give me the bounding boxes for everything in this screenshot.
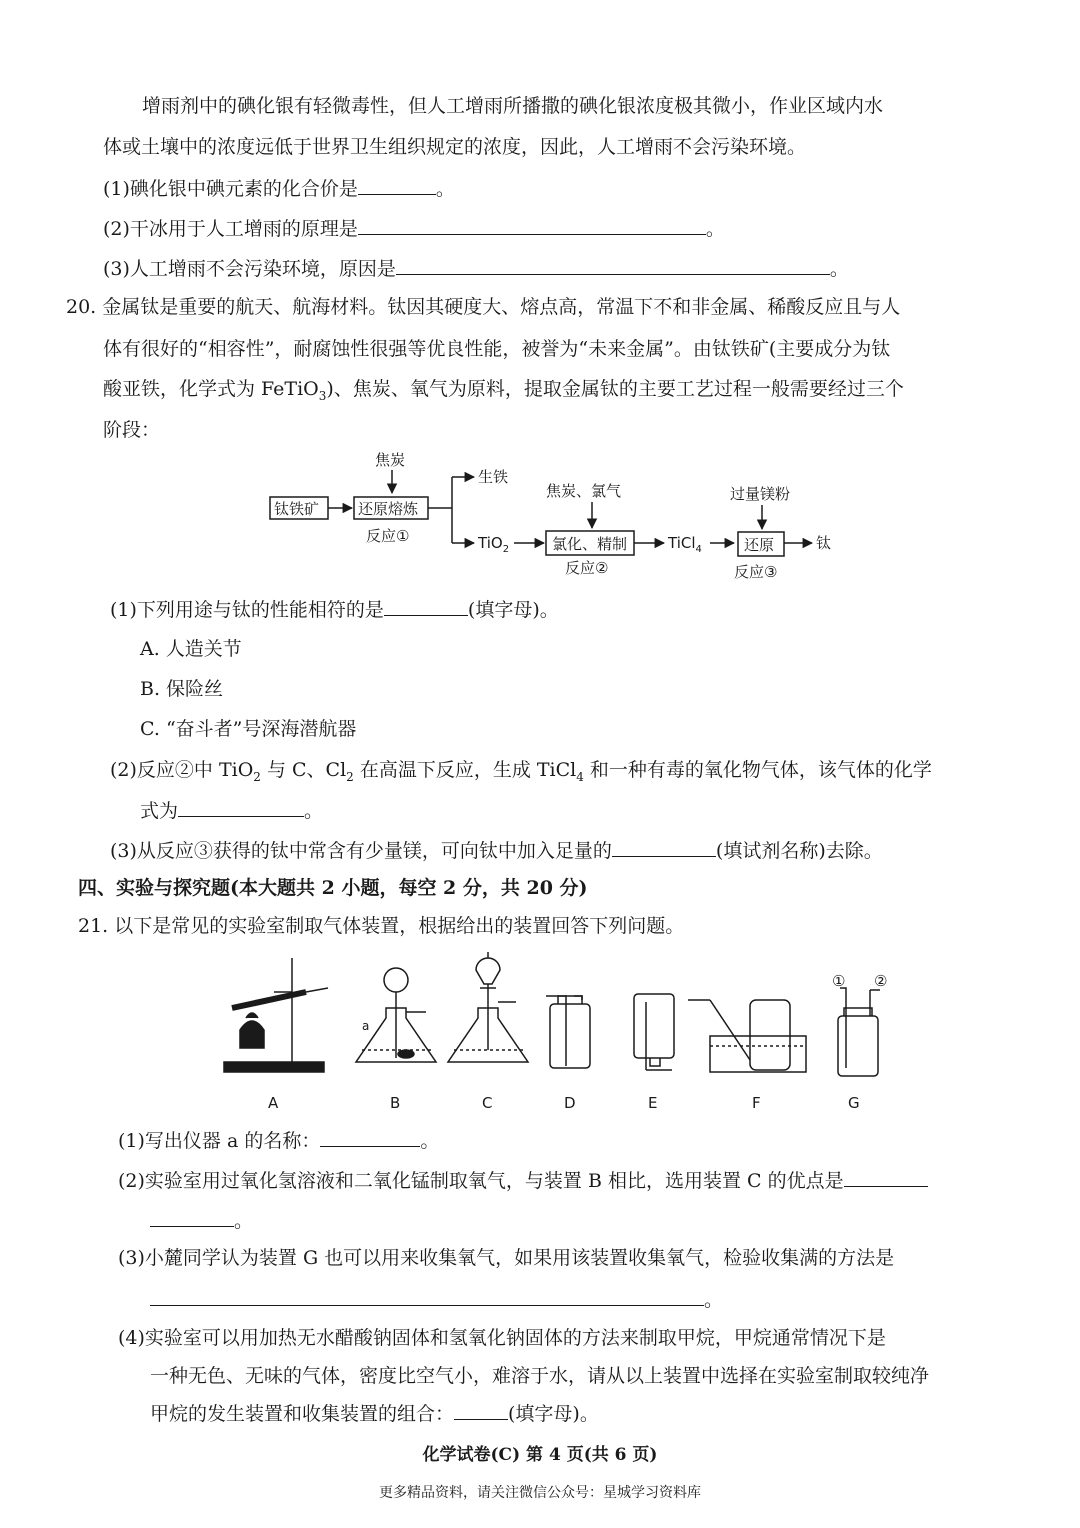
q21-sub3: (3)小麓同学认为装置 G 也可以用来收集氧气，如果用该装置收集氧气，检验收集满的方法是 — [118, 1247, 895, 1269]
q20-option-a: A. 人造关节 — [140, 638, 242, 660]
apparatus-b — [356, 968, 436, 1062]
lab-apparatus-figure — [210, 950, 890, 1120]
q20-option-b: B. 保险丝 — [140, 678, 224, 700]
section-4-heading: 四、实验与探究题(本大题共 2 小题，每空 2 分，共 20 分) — [78, 877, 588, 899]
q21-stem: 21. 以下是常见的实验室制取气体装置，根据给出的装置回答下列问题。 — [78, 915, 685, 937]
answer-blank[interactable] — [358, 216, 706, 235]
apparatus-d — [546, 996, 590, 1068]
q20-sub3: (3)从反应③获得的钛中常含有少量镁，可向钛中加入足量的 (填试剂名称)去除。 — [110, 840, 883, 862]
label-chlorinate: 氯化、精制 — [552, 535, 628, 553]
q20-line-1: 20. 金属钛是重要的航天、航海材料。钛因其硬度大、熔点高，常温下不和非金属、稀酸反应且与人 — [66, 296, 901, 318]
q21-sub3-cont: 。 — [150, 1287, 723, 1312]
label-excess-mg: 过量镁粉 — [730, 485, 791, 503]
apparatus-label-a: A — [268, 1094, 279, 1112]
label-reduce: 还原 — [744, 536, 775, 554]
page-footer: 化学试卷(C) 第 4 页(共 6 页) — [422, 1445, 658, 1465]
answer-blank[interactable] — [150, 1208, 234, 1227]
apparatus-a — [224, 958, 328, 1072]
q19-sub1: (1)碘化银中碘元素的化合价是 。 — [103, 178, 455, 200]
q21-sub4-line1: (4)实验室可以用加热无水醋酸钠固体和氢氧化钠固体的方法来制取甲烷，甲烷通常情况下是 — [118, 1327, 886, 1349]
answer-blank[interactable] — [320, 1128, 420, 1147]
answer-blank[interactable] — [384, 597, 468, 616]
q20-line-3: 酸亚铁，化学式为 FeTiO$_3$)、焦炭、氧气为原料，提取金属钛的主要工艺过程一般需要经过三个 — [103, 378, 904, 403]
apparatus-label-c: C — [482, 1094, 493, 1112]
label-port-1: ① — [832, 972, 846, 990]
apparatus-label-f: F — [752, 1094, 761, 1112]
apparatus-label-g: G — [848, 1094, 860, 1112]
q19-sub2: (2)干冰用于人工增雨的原理是 。 — [103, 218, 725, 240]
intro-line-1: 增雨剂中的碘化银有轻微毒性，但人工增雨所播撒的碘化银浓度极其微小，作业区域内水 — [142, 95, 884, 117]
answer-blank[interactable] — [454, 1401, 508, 1420]
q20-option-c: C. “奋斗者”号深海潜航器 — [140, 718, 357, 740]
answer-blank[interactable] — [844, 1168, 928, 1187]
answer-blank[interactable] — [396, 256, 830, 275]
label-coke: 焦炭 — [375, 451, 406, 469]
label-smelt: 还原熔炼 — [358, 500, 419, 518]
apparatus-f — [688, 1000, 806, 1072]
label-ore: 钛铁矿 — [274, 500, 320, 518]
apparatus-label-e: E — [648, 1094, 658, 1112]
apparatus-c — [448, 952, 528, 1062]
answer-blank[interactable] — [150, 1287, 704, 1306]
label-reaction3: 反应③ — [734, 563, 778, 581]
q20-sub2-line2: 式为 。 — [140, 800, 324, 822]
q20-line-2: 体有很好的“相容性”，耐腐蚀性很强等优良性能，被誉为“未来金属”。由钛铁矿(主要成分为钛 — [103, 338, 891, 360]
q21-sub4-line2: 一种无色、无味的气体，密度比空气小，难溶于水，请从以上装置中选择在实验室制取较纯净 — [150, 1365, 930, 1387]
label-ticl4: TiCl$_4$ — [668, 534, 702, 555]
q20-sub2-line1: (2)反应②中 TiO$_2$ 与 C、$Cl_2$ 在高温下反应，生成 TiCl$_4$ 和一种有毒的氧化物气体，该气体的化学 — [110, 759, 932, 784]
label-tio2: TiO$_2$ — [478, 534, 510, 555]
label-port-2: ② — [874, 972, 888, 990]
label-reaction2: 反应② — [565, 559, 609, 577]
apparatus-g — [838, 988, 880, 1076]
apparatus-label-d: D — [564, 1094, 576, 1112]
promo-text: 更多精品资料，请关注微信公众号：星城学习资料库 — [379, 1485, 701, 1501]
label-ti: 钛 — [816, 534, 832, 552]
q21-sub4-line3: 甲烷的发生装置和收集装置的组合： (填字母)。 — [150, 1403, 599, 1425]
apparatus-label-b: B — [390, 1094, 401, 1112]
answer-blank[interactable] — [612, 838, 716, 857]
q20-sub1: (1)下列用途与钛的性能相符的是 (填字母)。 — [110, 599, 559, 621]
apparatus-e — [634, 994, 674, 1070]
q19-sub3: (3)人工增雨不会污染环境，原因是 。 — [103, 258, 849, 280]
answer-blank[interactable] — [358, 176, 436, 195]
label-coke-chlorine: 焦炭、氯气 — [546, 482, 622, 500]
intro-line-2: 体或土壤中的浓度远低于世界卫生组织规定的浓度，因此，人工增雨不会污染环境。 — [103, 136, 807, 158]
q21-sub2: (2)实验室用过氧化氢溶液和二氧化锰制取氧气，与装置 B 相比，选用装置 C 的优点是 — [118, 1168, 928, 1193]
q20-line-4: 阶段： — [103, 419, 161, 441]
titanium-process-flowchart — [260, 445, 860, 590]
label-instrument-a: a — [362, 1019, 370, 1033]
q21-sub2-cont: 。 — [150, 1208, 253, 1233]
q21-sub1: (1)写出仪器 a 的名称： 。 — [118, 1130, 440, 1152]
label-pig-iron: 生铁 — [478, 468, 509, 486]
answer-blank[interactable] — [178, 798, 304, 817]
label-reaction1: 反应① — [366, 527, 410, 545]
